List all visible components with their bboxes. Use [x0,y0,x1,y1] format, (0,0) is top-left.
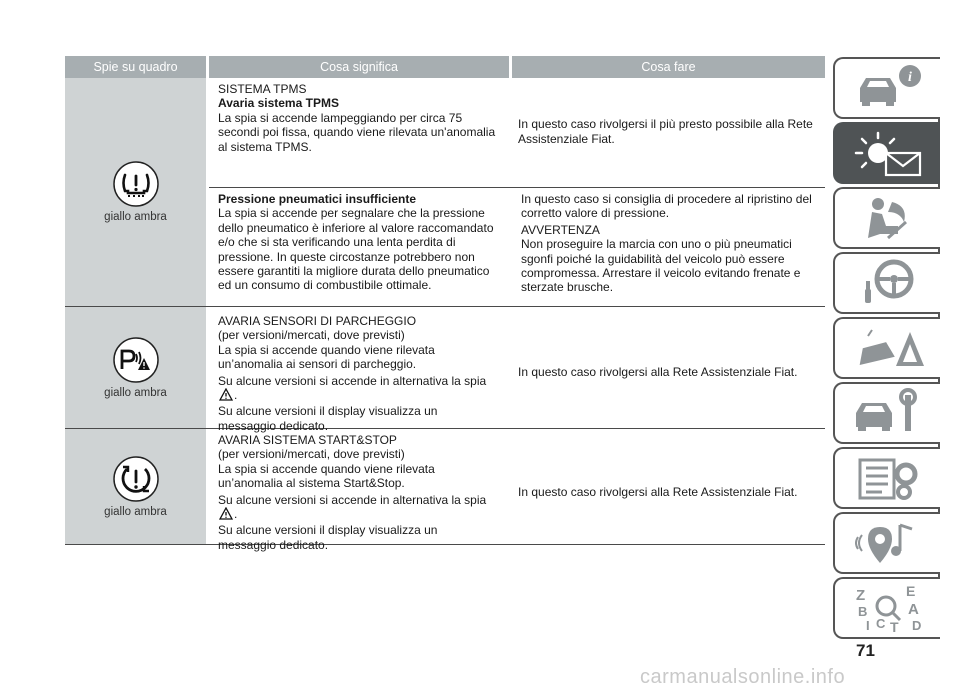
action-text: In questo caso rivolgersi alla Rete Assistenziale Fiat. [518,485,798,500]
section-title: AVARIA SENSORI DI PARCHEGGIO [218,314,417,328]
meaning-cell: AVARIA SISTEMA START&STOP (per versioni/mercati, dove previsti) La spia si accende quando viene rilevata un’anomalia al sistema Start&Stop. Su alcune versioni si accende in alternativa la spia . Su alcune versioni il display visualizza un messaggio dedicato. [206,429,506,558]
action-cell [506,429,822,558]
alternative-light-text: Su alcune versioni si accende in alternativa la spia [218,373,487,388]
display-message-text: Su alcune versioni il display visualizza un messaggio dedicato. [218,523,438,552]
section-title: SISTEMA TPMS [218,82,307,96]
availability-note: (per versioni/mercati, dove previsti) [218,447,405,462]
tab-specifications[interactable] [833,447,940,509]
svg-text:C: C [875,616,885,631]
tab-maintenance[interactable] [833,382,940,444]
svg-text:B: B [857,604,867,619]
warning-title: AVVERTENZA [521,222,600,237]
specifications-gear-icon [848,452,928,504]
section-heading: Avaria sistema TPMS [218,96,339,111]
warning-text: Non proseguire la marcia con uno o più pneumatici sgonfi poiché la guidabilità del veicolo può essere compromessa. Arrestare il veicolo evitando frenate e sterzate brusche. [521,237,801,295]
meaning-text: La spia si accende per segnalare che la pressione dello pneumatico è inferiore al valore raccomandato e/o che si sta verificando una lenta perdita di pressione. In queste circostanze potrebbero non essere garantiti la migliore durata dello pneumatico ed un consumo di combustibile ottimale. [218,206,494,293]
svg-text:E: E [905,583,915,599]
tpms-warning-icon [113,161,159,207]
icon-cell [65,429,206,544]
car-maintenance-icon [848,387,928,439]
light-color-label: giallo ambra [104,505,167,518]
watermark: carmanualsonline.info [640,666,846,688]
action-cell [509,188,825,306]
action-cell [506,307,822,439]
triangle-warning-icon [219,507,233,520]
emergency-road-icon [848,322,928,374]
tab-starting-driving[interactable] [833,252,940,314]
tab-safety[interactable] [833,187,940,249]
airbag-seat-icon [848,192,928,244]
warning-light-message-icon [848,127,928,179]
action-text: In questo caso rivolgersi alla Rete Assistenziale Fiat. [518,364,798,379]
svg-text:i: i [907,70,912,85]
tab-index[interactable] [833,577,940,639]
icon-cell [65,307,206,428]
display-message-text: Su alcune versioni il display visualizza un messaggio dedicato. [218,404,438,433]
icon-cell [65,78,206,306]
svg-text:D: D [911,618,921,633]
section-heading: Pressione pneumatici insufficiente [218,192,417,206]
warning-lights-table [65,56,825,552]
meaning-text: La spia si accende lampeggiando per circa 75 secondi poi fissa, quando viene rilevata un'anomalia al sistema TPMS. [218,110,496,154]
car-info-icon [848,62,928,114]
svg-text:Z: Z [855,587,865,604]
tab-multimedia[interactable] [833,512,940,574]
table-row [65,429,825,552]
meaning-cell [209,188,509,306]
steering-key-icon [848,257,928,309]
tab-emergency[interactable] [833,317,940,379]
triangle-warning-icon [219,388,233,401]
meaning-text: La spia si accende quando viene rilevata un’anomalia ai sensori di parcheggio. [218,342,435,372]
index-icon [848,582,928,634]
action-text: In questo caso si consiglia di procedere al ripristino del corretto valore di pressione. [521,192,812,221]
svg-text:A: A [907,601,919,618]
meaning-cell [206,78,506,187]
availability-note: (per versioni/mercati, dove previsti) [218,328,405,343]
header-col-action: Cosa fare [512,56,825,78]
header-col-meaning: Cosa significa [209,56,509,78]
meaning-cell: AVARIA SENSORI DI PARCHEGGIO (per versioni/mercati, dove previsti) La spia si accende quando viene rilevata un’anomalia ai sensori di parcheggio. Su alcune versioni si accende in alternativa la spia . Su alcune versioni il display visualizza un messaggio dedicato. [206,307,506,439]
section-title: AVARIA SISTEMA START&STOP [218,433,397,447]
svg-text:I: I [865,618,870,633]
table-row [65,307,825,433]
svg-text:T: T [889,619,899,634]
alternative-light-text: Su alcune versioni si accende in alternativa la spia [218,492,487,507]
action-cell [506,78,822,187]
tab-warning-lights[interactable] [833,122,940,184]
light-color-label: giallo ambra [104,211,167,223]
meaning-text: La spia si accende quando viene rilevata un’anomalia al sistema Start&Stop. [218,461,435,491]
parking-sensor-warning-icon [113,337,159,383]
chapter-tabs [833,57,940,642]
table-row [65,78,825,307]
light-color-label: giallo ambra [104,386,167,399]
multimedia-icon [848,517,928,569]
tab-car-info[interactable] [833,57,940,119]
page-number: 71 [856,641,875,660]
start-stop-warning-icon [113,456,159,502]
table-header [65,56,825,78]
action-text: In questo caso rivolgersi il più presto possibile alla Rete Assistenziale Fiat. [518,117,813,146]
header-col-lights: Spie su quadro [65,56,206,78]
